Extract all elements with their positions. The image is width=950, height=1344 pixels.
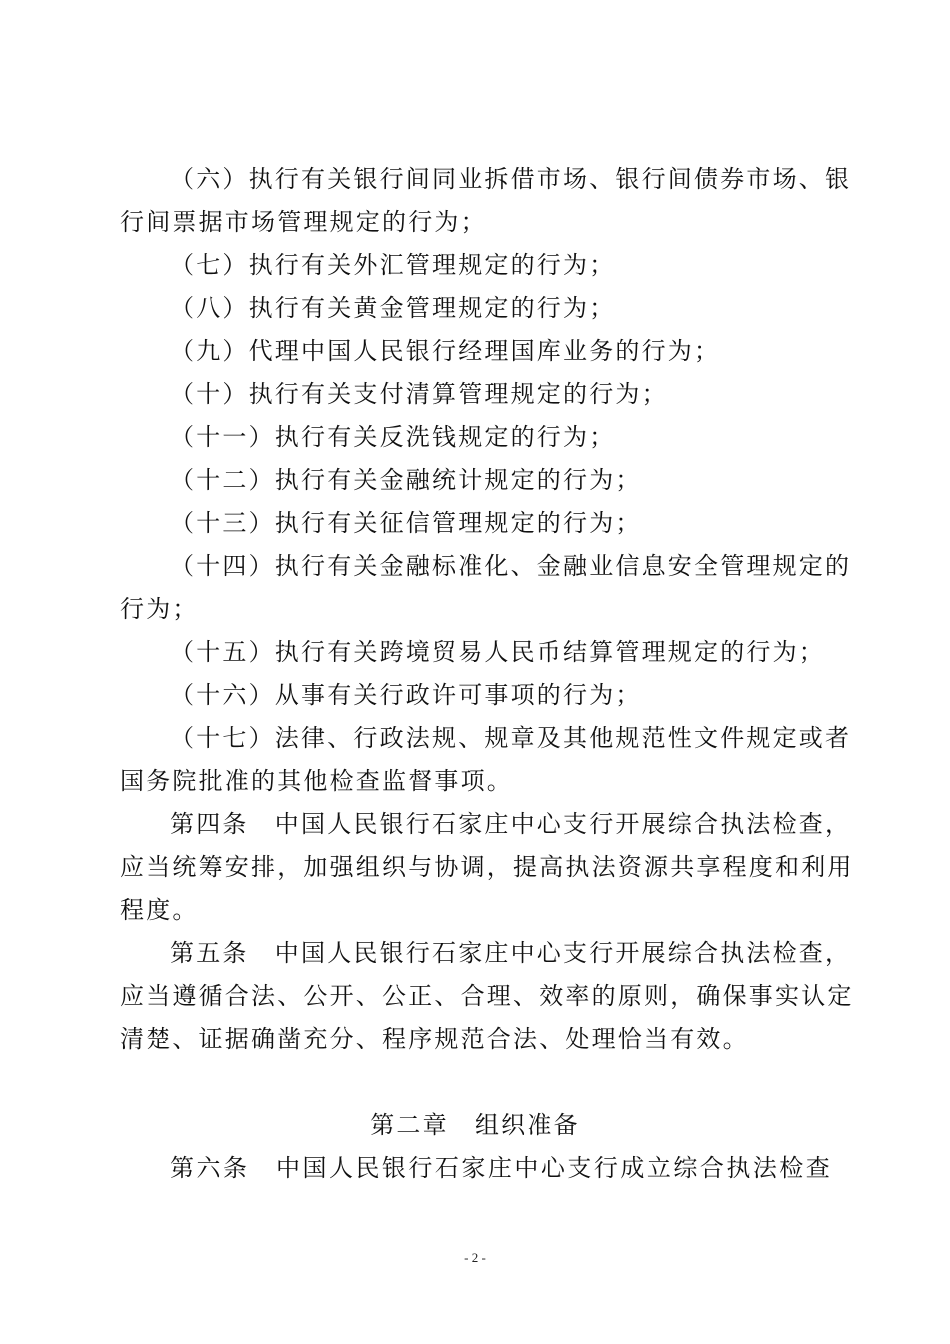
item-6-line-1: （六）执行有关银行间同业拆借市场、银行间债券市场、银 — [170, 165, 852, 193]
item-9: （九）代理中国人民银行经理国库业务的行为； — [170, 337, 721, 365]
item-13: （十三）执行有关征信管理规定的行为； — [170, 509, 642, 537]
item-7: （七）执行有关外汇管理规定的行为； — [170, 251, 616, 279]
item-6-line-2: 行间票据市场管理规定的行为； — [120, 208, 487, 236]
item-10: （十）执行有关支付清算管理规定的行为； — [170, 380, 668, 408]
item-15: （十五）执行有关跨境贸易人民币结算管理规定的行为； — [170, 638, 825, 666]
item-14-line-1: （十四）执行有关金融标准化、金融业信息安全管理规定的 — [170, 552, 852, 580]
item-16: （十六）从事有关行政许可事项的行为； — [170, 681, 642, 709]
article-6-line-1: 第六条 中国人民银行石家庄中心支行成立综合执法检查 — [170, 1154, 832, 1182]
item-17-line-2: 国务院批准的其他检查监督事项。 — [120, 767, 513, 795]
article-5-line-2: 应当遵循合法、公开、公正、合理、效率的原则，确保事实认定 — [120, 982, 854, 1010]
page-number: - 2 - — [464, 1250, 486, 1265]
article-5-line-1: 第五条 中国人民银行石家庄中心支行开展综合执法检查， — [170, 939, 852, 967]
item-8: （八）执行有关黄金管理规定的行为； — [170, 294, 616, 322]
item-14-line-2: 行为； — [120, 595, 199, 623]
item-12: （十二）执行有关金融统计规定的行为； — [170, 466, 642, 494]
chapter-heading: 第二章 组织准备 — [370, 1111, 580, 1139]
article-4-line-1: 第四条 中国人民银行石家庄中心支行开展综合执法检查， — [170, 810, 852, 838]
article-4-line-2: 应当统筹安排，加强组织与协调，提高执法资源共享程度和利用 — [120, 853, 854, 881]
article-4-line-3: 程度。 — [120, 896, 199, 924]
item-17-line-1: （十七）法律、行政法规、规章及其他规范性文件规定或者 — [170, 724, 852, 752]
item-11: （十一）执行有关反洗钱规定的行为； — [170, 423, 616, 451]
article-5-line-3: 清楚、证据确凿充分、程序规范合法、处理恰当有效。 — [120, 1025, 749, 1053]
